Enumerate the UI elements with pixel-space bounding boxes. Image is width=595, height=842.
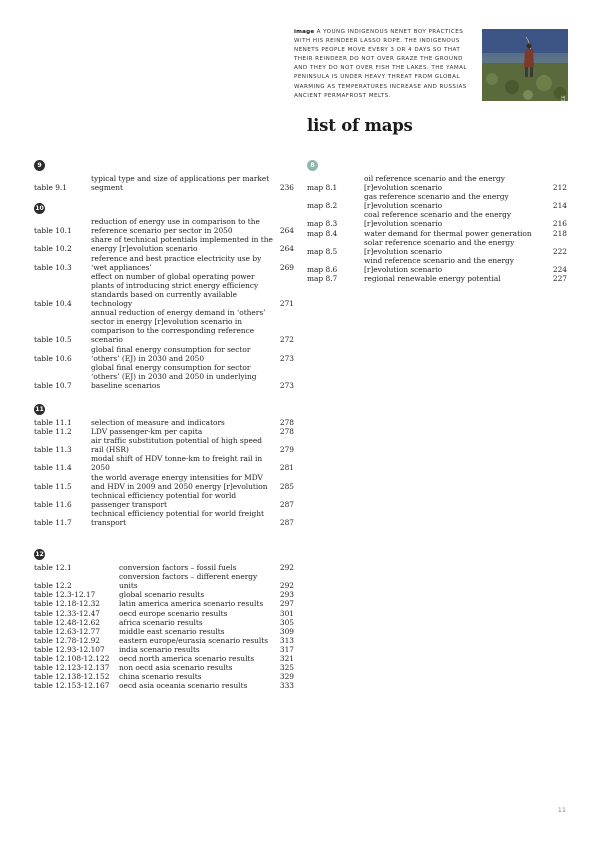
- entry-label: table 12.2: [34, 581, 72, 591]
- section-12: [34, 549, 294, 690]
- entry-label: table 11.6: [34, 499, 72, 509]
- list-entry[interactable]: [34, 636, 294, 645]
- entry-page: 297: [279, 599, 294, 609]
- list-entry[interactable]: [34, 590, 294, 599]
- list-entry[interactable]: [34, 681, 294, 690]
- entry-label: table 11.2: [34, 427, 72, 437]
- entry-list: [34, 174, 294, 192]
- list-entry[interactable]: [307, 210, 567, 228]
- entry-page: 281: [279, 463, 294, 473]
- entry-title: conversion factors – different energy units: [119, 572, 258, 591]
- list-entry[interactable]: [34, 672, 294, 681]
- entry-title: non oecd asia scenario results: [119, 663, 233, 673]
- entry-title: oil reference scenario and the energy [r]evolution scenario: [364, 174, 505, 193]
- entry-list: [307, 174, 567, 283]
- entry-page: 329: [279, 672, 294, 682]
- entry-label: table 12.123-12.137: [34, 663, 110, 673]
- entry-label: table 11.3: [34, 445, 72, 455]
- entry-page: 313: [279, 635, 294, 645]
- list-entry[interactable]: [307, 174, 567, 192]
- entry-label: table 12.138-12.152: [34, 672, 110, 682]
- list-entry[interactable]: [34, 509, 294, 527]
- entry-label: map 8.1: [307, 183, 338, 193]
- entry-page: 293: [279, 590, 294, 600]
- entry-title: the world average energy intensities for MDV and HDV in 2009 and 2050 energy [r]evolution: [91, 472, 268, 491]
- entry-title: conversion factors – fossil fuels: [119, 563, 237, 573]
- entry-title: air traffic substitution potential of high speed rail (HSR): [91, 436, 262, 455]
- list-entry[interactable]: [34, 427, 294, 436]
- entry-title: reduction of energy use in comparison to the reference scenario per sector in 2050: [91, 217, 260, 236]
- entry-label: table 11.4: [34, 463, 72, 473]
- entry-title: global final energy consumption for sector ‘others’ (EJ) in 2030 and 2050: [91, 344, 251, 363]
- entry-list: [34, 563, 294, 690]
- entry-page: 216: [552, 219, 567, 229]
- list-entry[interactable]: [34, 627, 294, 636]
- entry-title: reference and best practice electricity use by ‘wet appliances’: [91, 253, 262, 272]
- entry-title: technical efficiency potential for world freight transport: [91, 508, 264, 527]
- entry-page: 269: [279, 262, 294, 272]
- section-9: [34, 160, 294, 192]
- photo-illustration: [482, 29, 568, 101]
- entry-label: table 12.153-12.167: [34, 681, 110, 691]
- list-entry[interactable]: [34, 235, 294, 253]
- entry-title: technical efficiency potential for world passenger transport: [91, 490, 237, 509]
- entry-title: water demand for thermal power generation: [364, 228, 532, 238]
- entry-label: table 12.78-12.92: [34, 635, 101, 645]
- entry-label: table 12.108-12.122: [34, 654, 110, 664]
- list-entry[interactable]: [34, 436, 294, 454]
- entry-page: 271: [279, 299, 294, 309]
- chapter-badge: 8: [307, 160, 318, 171]
- entry-page: 273: [279, 380, 294, 390]
- section-8: [307, 160, 567, 283]
- entry-title: eastern europe/eurasia scenario results: [119, 635, 269, 645]
- entry-label: table 10.3: [34, 262, 72, 272]
- entry-page: 236: [279, 183, 294, 193]
- list-entry[interactable]: [34, 363, 294, 390]
- entry-title: latin america america scenario results: [119, 599, 264, 609]
- entry-label: map 8.5: [307, 246, 338, 256]
- entry-title: LDV passenger-km per capita: [91, 427, 203, 437]
- image-caption: [294, 28, 474, 101]
- entry-title: oecd asia oceania scenario results: [119, 681, 248, 691]
- entry-page: 287: [279, 518, 294, 527]
- entry-title: oecd europe scenario results: [119, 608, 228, 618]
- entry-page: 287: [279, 499, 294, 509]
- entry-label: table 12.63-12.77: [34, 626, 101, 636]
- maps-list: [307, 160, 567, 283]
- entry-title: global final energy consumption for sector ‘others’ (EJ) in 2030 and 2050 in underlying baseline scenarios: [91, 362, 257, 390]
- entry-label: table 11.5: [34, 481, 72, 491]
- entry-title: coal reference scenario and the energy [r]evolution scenario: [364, 210, 512, 229]
- entry-title: oecd north america scenario results: [119, 654, 255, 664]
- entry-page: 321: [279, 654, 294, 664]
- list-entry[interactable]: [34, 618, 294, 627]
- caption-text: A YOUNG INDIGENOUS NENET BOY PRACTICES WITH HIS REINDEER LASSO ROPE. THE INDIGENOUS NENETS PEOPLE MOVE EVERY 3 OR 4 DAYS SO THAT THEIR REINDEER DO NOT OVER GRAZE THE GROUND AND THEY DO NOT OVER FISH THE LAKES. THE YAMAL PENINSULA IS UNDER HEAVY THREAT FROM GLOBAL WARMING AS TEMPERATURES INCREASE AND RUSSIAS ANCIENT PERMAFROST MELTS.: [294, 29, 467, 99]
- chapter-badge: 11: [35, 405, 44, 413]
- reindeer-photo: [482, 29, 568, 134]
- entry-title: global scenario results: [119, 590, 205, 600]
- chapter-badge: 9: [34, 160, 45, 171]
- list-entry[interactable]: [34, 418, 294, 427]
- entry-page: 301: [279, 608, 294, 618]
- entry-label: table 12.3-12.17: [34, 590, 96, 600]
- page-number: 11: [557, 806, 566, 814]
- entry-page: 214: [552, 201, 567, 211]
- entry-label: table 12.1: [34, 563, 72, 573]
- list-entry[interactable]: [34, 599, 294, 608]
- section-10: [34, 203, 294, 390]
- chapter-badge: 12: [35, 551, 44, 559]
- entry-title: share of technical potentials implemented in the energy [r]evolution scenario: [91, 235, 273, 254]
- entry-page: 333: [279, 681, 294, 691]
- entry-title: selection of measure and indicators: [91, 417, 225, 427]
- entry-label: table 10.1: [34, 226, 72, 236]
- entry-label: table 10.5: [34, 335, 72, 345]
- entry-page: 325: [279, 663, 294, 673]
- entry-page: 273: [279, 353, 294, 363]
- entry-label: table 11.7: [34, 518, 72, 527]
- list-entry[interactable]: [34, 272, 294, 308]
- list-entry[interactable]: [307, 274, 567, 283]
- entry-label: table 10.2: [34, 244, 72, 254]
- entry-page: 278: [279, 427, 294, 437]
- entry-title: typical type and size of applications per market segment: [91, 174, 270, 193]
- section-11: [34, 404, 294, 527]
- list-entry[interactable]: [307, 256, 567, 274]
- entry-title: annual reduction of energy demand in ‘others’ sector in energy [r]evolution scenario in comparison to the corresponding reference scenario: [91, 308, 266, 345]
- entry-label: table 12.33-12.47: [34, 608, 101, 618]
- entry-label: map 8.7: [307, 274, 338, 284]
- entry-page: 212: [552, 183, 567, 193]
- entry-page: 218: [552, 228, 567, 238]
- list-entry[interactable]: [34, 254, 294, 272]
- entry-list: [34, 217, 294, 390]
- entry-label: table 12.18-12.32: [34, 599, 101, 609]
- entry-label: table 10.4: [34, 299, 72, 309]
- entry-title: modal shift of HDV tonne-km to freight rail in 2050: [91, 454, 263, 473]
- list-entry[interactable]: [307, 238, 567, 256]
- entry-page: 264: [279, 244, 294, 254]
- entry-title: china scenario results: [119, 672, 202, 682]
- list-entry[interactable]: [34, 217, 294, 235]
- page-title: list of maps: [307, 116, 413, 135]
- entry-page: 305: [279, 617, 294, 627]
- list-entry[interactable]: [34, 654, 294, 663]
- list-entry[interactable]: [34, 473, 294, 491]
- list-entry[interactable]: [34, 663, 294, 672]
- entry-title: wind reference scenario and the energy [r]evolution scenario: [364, 255, 514, 274]
- tables-list: [34, 160, 294, 690]
- list-entry[interactable]: [34, 609, 294, 618]
- chapter-badge: 10: [35, 205, 44, 213]
- list-entry[interactable]: [34, 563, 294, 572]
- entry-title: middle east scenario results: [119, 626, 225, 636]
- entry-title: india scenario results: [119, 644, 200, 654]
- list-entry[interactable]: [34, 345, 294, 363]
- entry-page: 227: [552, 274, 567, 284]
- entry-page: 317: [279, 644, 294, 654]
- entry-label: map 8.3: [307, 219, 338, 229]
- entry-page: 222: [552, 246, 567, 256]
- entry-label: table 12.48-12.62: [34, 617, 101, 627]
- photo-credit: © GREENPEACE: [561, 95, 566, 134]
- entry-label: table 11.1: [34, 417, 72, 427]
- entry-label: map 8.4: [307, 228, 338, 238]
- entry-page: 279: [279, 445, 294, 455]
- entry-page: 264: [279, 226, 294, 236]
- entry-label: table 9.1: [34, 183, 67, 193]
- entry-title: effect on number of global operating power plants of introducing strict energy efficiency standards based on currently available technology: [91, 271, 259, 309]
- entry-label: map 8.2: [307, 201, 338, 211]
- entry-page: 224: [552, 264, 567, 274]
- entry-title: gas reference scenario and the energy [r]evolution scenario: [364, 192, 509, 211]
- entry-list: [34, 418, 294, 527]
- entry-label: map 8.6: [307, 264, 338, 274]
- entry-page: 278: [279, 417, 294, 427]
- list-entry[interactable]: [34, 308, 294, 344]
- caption-label: image: [294, 29, 315, 35]
- entry-title: regional renewable energy potential: [364, 274, 501, 284]
- list-entry[interactable]: [34, 454, 294, 472]
- entry-label: table 12.93-12.107: [34, 644, 105, 654]
- entry-page: 309: [279, 626, 294, 636]
- entry-label: table 10.6: [34, 353, 72, 363]
- list-entry[interactable]: [34, 572, 294, 590]
- list-entry[interactable]: [307, 192, 567, 210]
- entry-page: 292: [279, 581, 294, 591]
- list-entry[interactable]: [34, 491, 294, 509]
- entry-page: 285: [279, 481, 294, 491]
- entry-page: 272: [279, 335, 294, 345]
- entry-label: table 10.7: [34, 380, 72, 390]
- entry-page: 292: [279, 563, 294, 573]
- list-entry[interactable]: [34, 645, 294, 654]
- list-entry[interactable]: [34, 174, 294, 192]
- entry-title: africa scenario results: [119, 617, 203, 627]
- entry-title: solar reference scenario and the energy [r]evolution scenario: [364, 237, 515, 256]
- list-entry[interactable]: [307, 229, 567, 238]
